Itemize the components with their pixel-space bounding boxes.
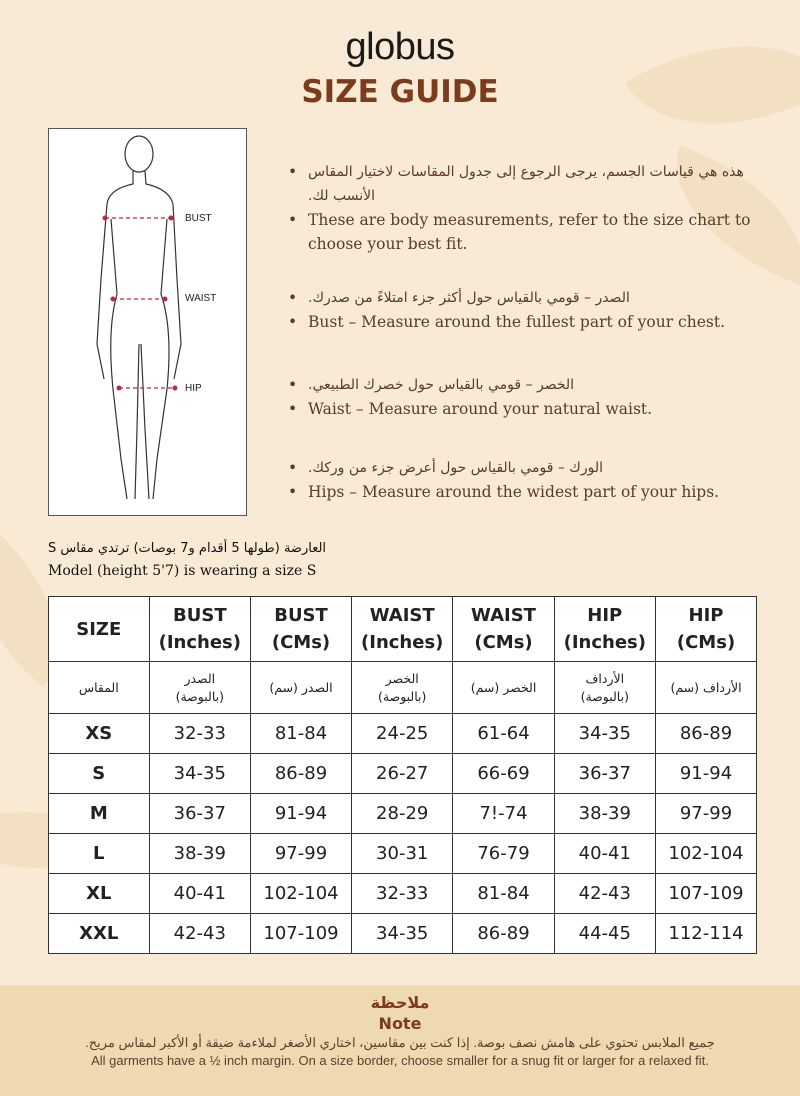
table-cell: 26-27 [351,754,453,794]
table-cell [453,662,554,714]
table-cell [49,597,150,662]
table-cell: 36-37 [149,794,251,834]
table-cell: 44-45 [554,914,656,954]
table-cell: 40-41 [149,874,251,914]
table-cell: 86-89 [656,714,757,754]
table-cell: 81-84 [251,714,352,754]
table-cell: 91-94 [251,794,352,834]
table-cell: S [49,754,150,794]
table-cell: 32-33 [351,874,453,914]
cell-line: SIZE [76,618,122,640]
table-cell: 24-25 [351,714,453,754]
table-row [49,794,757,834]
table-cell: 97-99 [656,794,757,834]
table-cell: 32-33 [149,714,251,754]
cell-line: الخصر (سم) [470,679,537,695]
table-cell: 66-69 [453,754,554,794]
bullet-group: • هذه هي قياسات الجسم، يرجى الرجوع إلى جدول المقاسات لاختيار المقاس الأنسب لك. • These are body measurements, refer to the size chart to choose your best fit. [288,160,758,256]
table-cell: 61-64 [453,714,554,754]
cell-line: الصدر [184,670,216,686]
table-cell [149,662,251,714]
body-outline-icon [49,129,246,515]
table-cell: 107-109 [656,874,757,914]
hip-label: HIP [185,383,202,394]
model-info-en: Model (height 5'7) is wearing a size S [48,563,317,579]
body-measurement-figure [48,128,247,516]
model-info-ar: العارضة (طولها 5 أقدام و7 بوصات) ترتدي مقاس S [48,541,327,556]
table-cell: 97-99 [251,834,352,874]
bullet-ar: الخصر – قومي بالقياس حول خصرك الطبيعي. [308,377,575,393]
table-cell: 36-37 [554,754,656,794]
note-title-en: Note [378,1014,422,1033]
table-cell [351,597,453,662]
cell-line: (CMs) [676,632,736,653]
cell-line: (Inches) [158,632,241,653]
size-chart-table [48,596,757,954]
table-row [49,874,757,914]
table-cell: 28-29 [351,794,453,834]
table-cell [554,662,656,714]
bullet-ar: الورك – قومي بالقياس حول أعرض جزء من وركك. [308,460,603,476]
table-cell: 38-39 [554,794,656,834]
bullet-en: Waist – Measure around your natural waist. [308,400,653,418]
cell-line: الصدر (سم) [269,679,333,695]
cell-line: (بالبوصة) [580,688,629,704]
table-cell: 34-35 [554,714,656,754]
table-cell: 40-41 [554,834,656,874]
table-cell: XL [49,874,150,914]
table-cell: M [49,794,150,834]
table-cell [251,662,352,714]
cell-line: الأرداف [585,670,625,686]
note-title-ar: ملاحظة [370,993,430,1012]
table-cell: 42-43 [149,914,251,954]
table-cell [251,597,352,662]
table-row [49,834,757,874]
table-row [49,714,757,754]
bullet-en: Hips – Measure around the widest part of your hips. [308,483,720,501]
table-cell: 91-94 [656,754,757,794]
bust-label: BUST [185,213,212,224]
model-info [48,538,326,582]
table-cell: 102-104 [251,874,352,914]
cell-line: BUST [173,605,227,626]
table-cell: XS [49,714,150,754]
table-cell: 86-89 [251,754,352,794]
bullet-group: • الورك – قومي بالقياس حول أعرض جزء من وركك. • Hips – Measure around the widest part of your hips. [288,456,758,504]
cell-line: الأرداف (سم) [670,679,742,695]
cell-line: WAIST [369,605,435,626]
cell-line: (Inches) [361,632,444,653]
cell-line: (بالبوصة) [377,688,427,704]
table-cell: 34-35 [351,914,453,954]
table-cell: 102-104 [656,834,757,874]
bullet-en: Bust – Measure around the fullest part of your chest. [308,313,725,331]
table-cell: 38-39 [149,834,251,874]
cell-line: BUST [274,605,328,626]
table-cell: 107-109 [251,914,352,954]
bullet-ar: هذه هي قياسات الجسم، يرجى الرجوع إلى جدول المقاسات لاختيار المقاس الأنسب لك. [308,164,744,204]
table-cell [149,597,251,662]
table-row [49,754,757,794]
table-cell: 34-35 [149,754,251,794]
table-cell [656,662,757,714]
bullet-group: • الخصر – قومي بالقياس حول خصرك الطبيعي. • Waist – Measure around your natural waist. [288,373,758,421]
cell-line: WAIST [471,605,536,626]
table-cell [453,597,554,662]
table-cell: 42-43 [554,874,656,914]
table-cell: L [49,834,150,874]
table-cell: 76-79 [453,834,554,874]
cell-line: HIP [587,605,623,626]
table-cell: 112-114 [656,914,757,954]
table-cell [49,662,150,714]
cell-line: (CMs) [271,632,331,653]
cell-line: (CMs) [474,632,533,653]
brand-logo: globus [345,26,455,68]
note-text-ar: جميع الملابس تحتوي على هامش نصف بوصة. إذا كنت بين مقاسين، اختاري الأصغر لملاءمة ضيقة أو الأكبر لمقاس مريح. [85,1035,715,1050]
note-section [0,985,800,1096]
table-header-row [49,662,757,714]
table-row [49,914,757,954]
note-text-en: All garments have a ½ inch margin. On a size border, choose smaller for a snug fit or larger for a relaxed fit. [91,1053,709,1068]
table-cell [351,662,453,714]
table-cell: XXL [49,914,150,954]
waist-label: WAIST [185,293,217,304]
page-title: SIZE GUIDE [301,74,499,110]
table-cell: 7!-74 [453,794,554,834]
cell-line: (بالبوصة) [175,688,225,704]
cell-line: الخصر [385,670,419,686]
bullet-en: These are body measurements, refer to the size chart to choose your best fit. [308,211,751,253]
table-cell [656,597,757,662]
table-cell: 81-84 [453,874,554,914]
table-cell: 30-31 [351,834,453,874]
table-cell [554,597,656,662]
bullet-group: • الصدر – قومي بالقياس حول أكثر جزء امتلاءً من صدرك. • Bust – Measure around the fullest part of your chest. [288,286,758,334]
table-cell: 86-89 [453,914,554,954]
cell-line: HIP [688,605,724,626]
cell-line: المقاس [78,679,119,695]
table-header-row [49,597,757,662]
cell-line: (Inches) [563,632,646,653]
bullet-ar: الصدر – قومي بالقياس حول أكثر جزء امتلاءً من صدرك. [308,290,630,306]
